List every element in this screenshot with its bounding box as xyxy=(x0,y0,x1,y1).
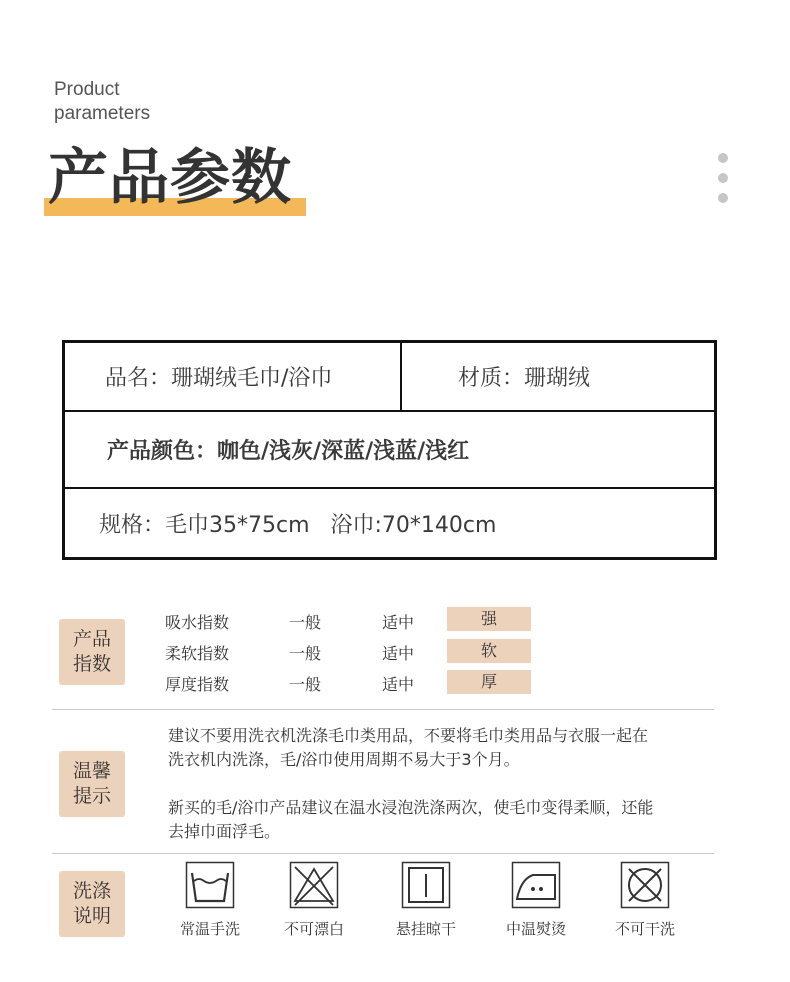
list-item xyxy=(165,637,545,668)
english-title-line2: parameters xyxy=(54,103,151,124)
index-tag-line2: 指数 xyxy=(72,653,111,675)
english-title xyxy=(54,78,150,126)
hand-wash-icon xyxy=(185,861,235,909)
hang-dry-icon xyxy=(401,861,451,909)
index-mid: 适中 xyxy=(382,675,415,694)
wash-item xyxy=(381,861,471,939)
tips-text xyxy=(168,724,728,844)
page-title: 产品参数 xyxy=(48,143,292,213)
tips-para2-line2: 去掉巾面浮毛。 xyxy=(168,822,281,841)
index-list xyxy=(165,606,545,699)
index-low: 一般 xyxy=(289,613,322,632)
wash-label: 常温手洗 xyxy=(179,920,240,938)
product-colors: 产品颜色：咖色/浅灰/深蓝/浅蓝/浅红 xyxy=(107,439,470,464)
wash-item xyxy=(491,861,581,939)
index-mid: 适中 xyxy=(382,644,415,663)
index-low: 一般 xyxy=(289,675,322,694)
section-divider xyxy=(52,853,714,854)
medium-iron-icon xyxy=(511,861,561,909)
tips-tag-line1: 温馨 xyxy=(72,760,111,782)
index-low: 一般 xyxy=(289,644,322,663)
section-divider xyxy=(52,709,714,710)
wash-label: 中温熨烫 xyxy=(505,920,566,938)
no-bleach-icon xyxy=(289,861,339,909)
washing-tag-line1: 洗涤 xyxy=(72,880,111,902)
parameter-table xyxy=(62,340,717,560)
list-item xyxy=(165,606,545,637)
wash-item xyxy=(165,861,255,939)
index-tag-line1: 产品 xyxy=(72,628,111,650)
wash-item xyxy=(269,861,359,939)
index-mid: 适中 xyxy=(382,613,415,632)
index-value-badge: 强 xyxy=(447,607,531,631)
product-material: 材质：珊瑚绒 xyxy=(458,366,591,391)
tips-para2-line1: 新买的毛/浴巾产品建议在温水浸泡洗涤两次，使毛巾变得柔顺，还能 xyxy=(168,798,654,817)
product-spec: 规格：毛巾35*75cm 浴巾:70*140cm xyxy=(99,512,497,538)
table-row xyxy=(65,412,714,489)
tips-tag xyxy=(59,751,125,817)
table-divider xyxy=(400,343,402,410)
no-dry-clean-icon xyxy=(620,861,670,909)
wash-label: 不可干洗 xyxy=(614,920,675,938)
index-label: 厚度指数 xyxy=(165,675,230,694)
table-row xyxy=(65,343,714,412)
tips-para1-line2: 洗衣机内洗涤，毛/浴巾使用周期不易大于3个月。 xyxy=(168,750,520,769)
tips-para1-line1: 建议不要用洗衣机洗涤毛巾类用品，不要将毛巾类用品与衣服一起在 xyxy=(168,726,649,745)
table-row xyxy=(65,489,714,557)
wash-item xyxy=(600,861,690,939)
wash-label: 悬挂晾干 xyxy=(395,920,456,938)
washing-tag-line2: 说明 xyxy=(72,905,111,927)
index-label: 吸水指数 xyxy=(165,613,230,632)
washing-tag xyxy=(59,871,125,937)
index-value-badge: 厚 xyxy=(447,670,531,694)
list-item xyxy=(165,668,545,699)
product-name: 品名：珊瑚绒毛巾/浴巾 xyxy=(105,366,333,391)
index-value-badge: 软 xyxy=(447,639,531,663)
index-label: 柔软指数 xyxy=(165,644,230,663)
more-dots-icon xyxy=(718,153,728,213)
english-title-line1: Product xyxy=(54,79,120,100)
wash-label: 不可漂白 xyxy=(283,920,344,938)
tips-tag-line2: 提示 xyxy=(72,785,111,807)
index-tag xyxy=(59,619,125,685)
